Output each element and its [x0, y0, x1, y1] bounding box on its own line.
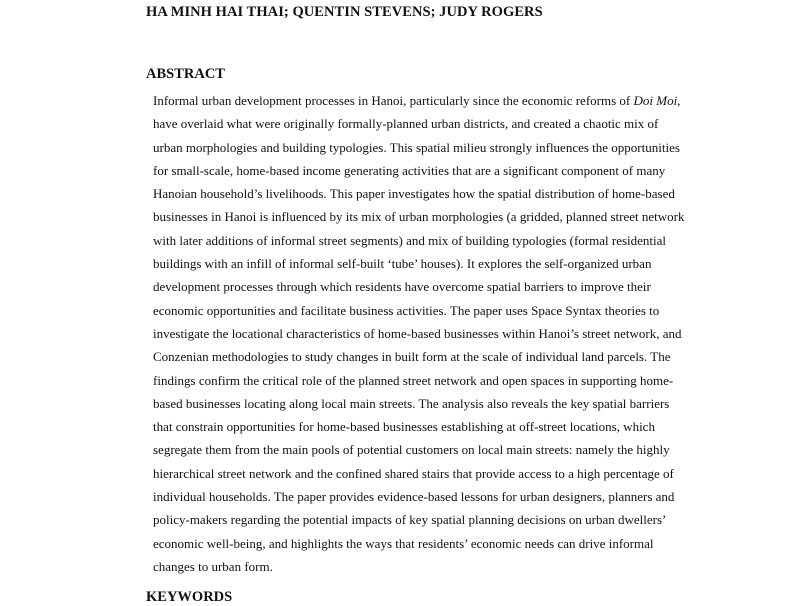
abstract-line — [153, 205, 713, 228]
abstract-line — [153, 392, 713, 415]
abstract-line — [153, 322, 713, 345]
abstract-line — [153, 89, 713, 112]
abstract-line-text: that constrain opportunities for home-based businesses establishing at off-street locations, which — [153, 419, 655, 435]
abstract-line — [153, 159, 713, 182]
abstract-line — [153, 369, 713, 392]
abstract-line-text: individual households. The paper provides evidence-based lessons for urban designers, planners and — [153, 489, 675, 505]
abstract-line — [153, 345, 713, 368]
abstract-line-text: urban morphologies and building typologies. This spatial milieu strongly influences the opportunities — [153, 139, 680, 155]
abstract-line-text: with later additions of informal street segments) and mix of building typologies (formal residential — [153, 232, 667, 248]
abstract-line — [153, 275, 713, 298]
abstract-line-text: hierarchical street network and the confined shared stairs that provide access to a high percentage of — [153, 465, 674, 481]
abstract-line — [153, 182, 713, 205]
abstract-line-text: Hanoian household’s livelihoods. This paper investigates how the spatial distribution of home-based — [153, 186, 675, 202]
abstract-line-text: segregate them from the main pools of potential customers on local main streets: namely the highly — [153, 442, 670, 458]
abstract-line — [153, 532, 713, 555]
abstract-body — [153, 89, 713, 578]
abstract-line-text: policy-makers regarding the potential impacts of key spatial planning decisions on urban dwellers’ — [153, 512, 667, 528]
abstract-line-text: have overlaid what were originally formally-planned urban districts, and created a chaotic mix of — [153, 116, 659, 132]
abstract-heading: ABSTRACT — [146, 66, 225, 82]
abstract-line — [153, 252, 713, 275]
abstract-line — [153, 508, 713, 531]
abstract-line — [153, 299, 713, 322]
abstract-line — [153, 112, 713, 135]
author-list: HA MINH HAI THAI; QUENTIN STEVENS; JUDY ROGERS — [146, 4, 543, 20]
abstract-line-italic: Doi Moi, — [633, 93, 681, 108]
abstract-line-text: economic opportunities and facilitate business activities. The paper uses Space Syntax theories to — [153, 302, 660, 318]
abstract-line-text: Conzenian methodologies to study changes in built form at the scale of individual land parcels. The — [153, 349, 671, 365]
abstract-line-text: for small-scale, home-based income generating activities that are a significant component of many — [153, 162, 666, 178]
abstract-line-text: buildings with an infill of informal self-built ‘tube’ houses). It explores the self-organized urban — [153, 256, 652, 272]
abstract-line-text: changes to urban form. — [153, 558, 273, 574]
abstract-line — [153, 485, 713, 508]
abstract-line-text: investigate the locational characteristics of home-based businesses within Hanoi’s street network, and — [153, 325, 682, 341]
keywords-heading: KEYWORDS — [146, 589, 233, 605]
abstract-line — [153, 555, 713, 578]
abstract-line-text: development processes through which residents have overcome spatial barriers to improve their — [153, 279, 651, 295]
abstract-line-text: businesses in Hanoi is influenced by its mix of urban morphologies (a gridded, planned street network — [153, 209, 685, 225]
abstract-line — [153, 438, 713, 461]
abstract-line — [153, 229, 713, 252]
abstract-line — [153, 136, 713, 159]
abstract-line-text: Informal urban development processes in Hanoi, particularly since the economic reforms of — [153, 93, 634, 108]
abstract-line-text: economic well-being, and highlights the ways that residents’ economic needs can drive informal — [153, 535, 654, 551]
abstract-line — [153, 415, 713, 438]
abstract-line-text: based businesses locating along local main streets. The analysis also reveals the key spatial barriers — [153, 395, 670, 411]
abstract-line — [153, 462, 713, 485]
abstract-line-text: findings confirm the critical role of the planned street network and open spaces in supporting home- — [153, 372, 674, 388]
